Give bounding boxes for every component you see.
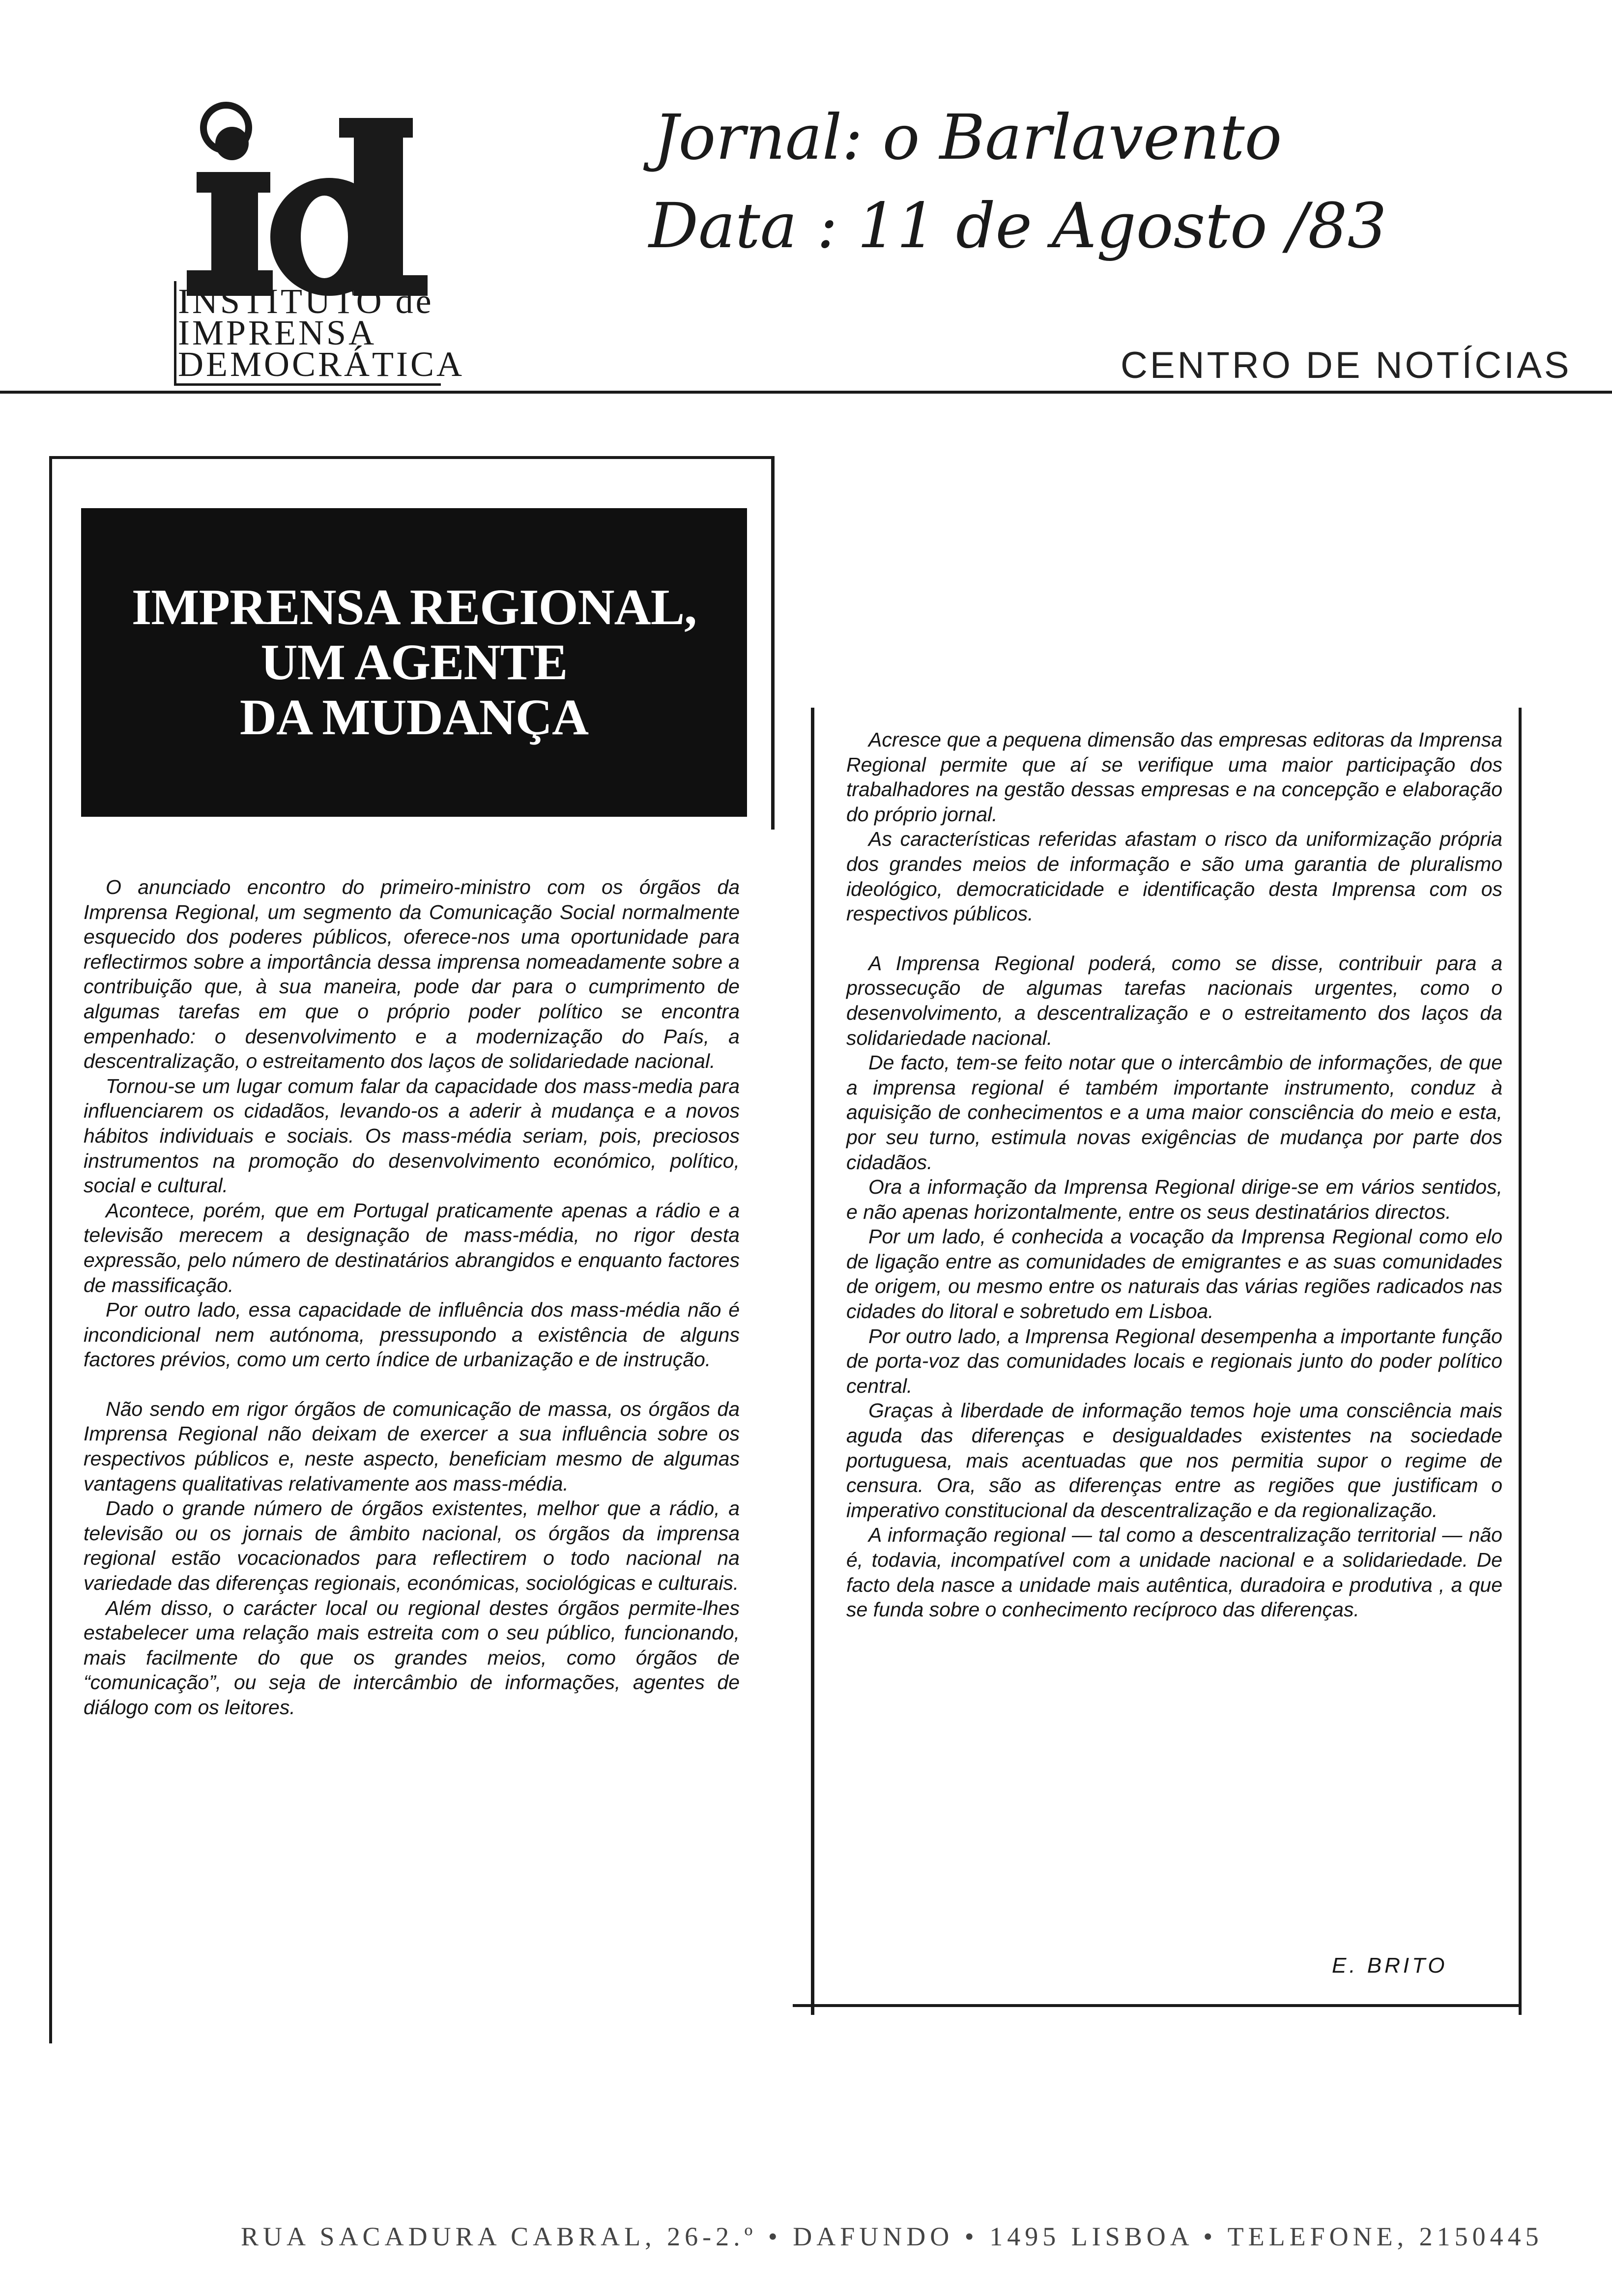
right-box-left-border bbox=[811, 708, 814, 2015]
logo-line-2: IMPRENSA bbox=[178, 313, 377, 352]
article-frame-top bbox=[49, 456, 774, 459]
id-monogram-icon bbox=[167, 98, 442, 300]
paragraph: Tornou-se um lugar comum falar da capacidade dos mass-media para influenciarem os cidadãos, levando-os a aderir à mudança e a novos hábitos individuais e sociais. Os mass-média seriam, pois, preciosos instrumentos na promoção do desenvolvimento económico, político, social e cultural. bbox=[84, 1074, 740, 1197]
header-divider bbox=[0, 391, 1612, 394]
handwritten-newspaper-name: Jornal: o Barlavento bbox=[654, 101, 1282, 173]
paragraph: Acontece, porém, que em Portugal praticamente apenas a rádio e a televisão merecem a designação de mass-média, no rigor desta expressão, pelo número de destinatários abrangidos e enquanto factores de massificação. bbox=[84, 1199, 740, 1296]
right-box-bottom-border bbox=[793, 2004, 1522, 2007]
article-column-right bbox=[846, 727, 1502, 1622]
article-author: E. BRITO bbox=[1332, 1953, 1448, 1978]
paragraph: O anunciado encontro do primeiro-ministro com os órgãos da Imprensa Regional, um segmento da Comunicação Social normalmente esquecido dos poderes públicos, oferece-nos uma oportunidade para reflectirmos sobre a importância dessa imprensa nomeadamente sobre a contribuição que, à sua maneira, pode dar para o cumprimento de algumas tarefas em que o próprio poder político se encontra empenhado: o desenvolvimento e a modernização do País, a descentralização, o estreitamento dos laços de solidariedade nacional. bbox=[84, 876, 740, 1073]
paragraph: As características referidas afastam o risco da uniformização própria dos grandes meios de informação e são uma garantia de pluralismo ideológico, democraticidade e identificação desta Imprensa com os respectivos públicos. bbox=[846, 828, 1502, 925]
paragraph: A informação regional — tal como a descentralização territorial — não é, todavia, incompatível com a unidade nacional e a solidariedade. De facto dela nasce a unidade mais autêntica, duradoira e produtiva , a que se funda sobre o conhecimento recíproco das diferenças. bbox=[846, 1523, 1502, 1621]
paragraph: Por outro lado, a Imprensa Regional desempenha a importante função de porta-voz das comunidades locais e regionais junto do poder político central. bbox=[846, 1324, 1502, 1397]
article-column-left bbox=[84, 875, 740, 1720]
paragraph: A Imprensa Regional poderá, como se disse, contribuir para a prossecução de algumas tarefas nacionais urgentes, como o desenvolvimento, a descentralização e o estreitamento dos laços da solidariedade nacional. bbox=[846, 951, 1502, 1049]
paragraph: Por outro lado, essa capacidade de influência dos mass-média não é incondicional nem autónoma, pressupondo a existência de alguns factores prévios, como um certo índice de urbanização e de instrução. bbox=[84, 1298, 740, 1371]
footer-address: RUA SACADURA CABRAL, 26-2.º • DAFUNDO • 1495 LISBOA • TELEFONE, 2150445 bbox=[241, 2222, 1543, 2251]
paragraph: De facto, tem-se feito notar que o intercâmbio de informações, de que a imprensa regional é também importante instrumento, conduz à aquisição de conhecimentos e a uma maior consciência do meio e esta, por seu turno, estimula novas exigências de mudança por parte dos cidadãos. bbox=[846, 1051, 1502, 1174]
paragraph: Além disso, o carácter local ou regional destes órgãos permite-lhes estabelecer uma relação mais estreita com o seu público, funcionando, mais facilmente do que os grandes meios, como órgãos de “comunicação”, ou seja de intercâmbio de informações, agentes de diálogo com os leitores. bbox=[84, 1596, 740, 1719]
right-box-right-border bbox=[1519, 708, 1522, 2015]
logo-line-3: DEMOCRÁTICA bbox=[178, 344, 465, 384]
handwritten-date: Data : 11 de Agosto /83 bbox=[649, 190, 1387, 262]
article-frame-right bbox=[771, 456, 775, 830]
paragraph: Graças à liberdade de informação temos hoje uma consciência mais aguda das diferenças e desigualdades existentes na sociedade portuguesa, mais acentuadas que nos permitia supor o regime de censura. Ora, são as diferenças entre as regiões que justificam o imperativo constitucional da descentralização e da regionalização. bbox=[846, 1399, 1502, 1521]
article-title-block bbox=[81, 508, 747, 817]
article-title-line-3: DA MUDANÇA bbox=[239, 689, 589, 746]
section-heading: CENTRO DE NOTÍCIAS bbox=[1121, 344, 1572, 386]
paragraph: Não sendo em rigor órgãos de comunicação de massa, os órgãos da Imprensa Regional não deixam de exercer a sua influência sobre os respectivos públicos e, neste aspecto, beneficiam mesmo de algumas vantagens qualitativas relativamente aos mass-média. bbox=[84, 1397, 740, 1495]
article-title-line-1: IMPRENSA REGIONAL, bbox=[131, 579, 697, 635]
paragraph: Dado o grande número de órgãos existentes, melhor que a rádio, a televisão ou os jornais de âmbito nacional, os órgãos da imprensa regional estão vocacionados para reflectirem o todo nacional na variedade das diferenças regionais, económicas, sociológicas e culturais. bbox=[84, 1497, 740, 1595]
article-frame-left bbox=[49, 456, 52, 2043]
paragraph: Ora a informação da Imprensa Regional dirige-se em vários sentidos, e não apenas horizontalmente, entre os seus destinatários directos. bbox=[846, 1176, 1502, 1223]
logo-line-1: INSTITUTO de bbox=[178, 282, 434, 321]
paragraph: Acresce que a pequena dimensão das empresas editoras da Imprensa Regional permite que aí se verifique uma maior participação dos trabalhadores na gestão dessas empresas e na concepção e elaboração do próprio jornal. bbox=[846, 728, 1502, 826]
article-title-line-2: UM AGENTE bbox=[260, 634, 568, 690]
paragraph: Por um lado, é conhecida a vocação da Imprensa Regional como elo de ligação entre as comunidades de emigrantes e as suas comunidades de origem, ou mesmo entre os naturais das várias regiões radicados nas cidades do litoral e sobretudo em Lisboa. bbox=[846, 1225, 1502, 1323]
